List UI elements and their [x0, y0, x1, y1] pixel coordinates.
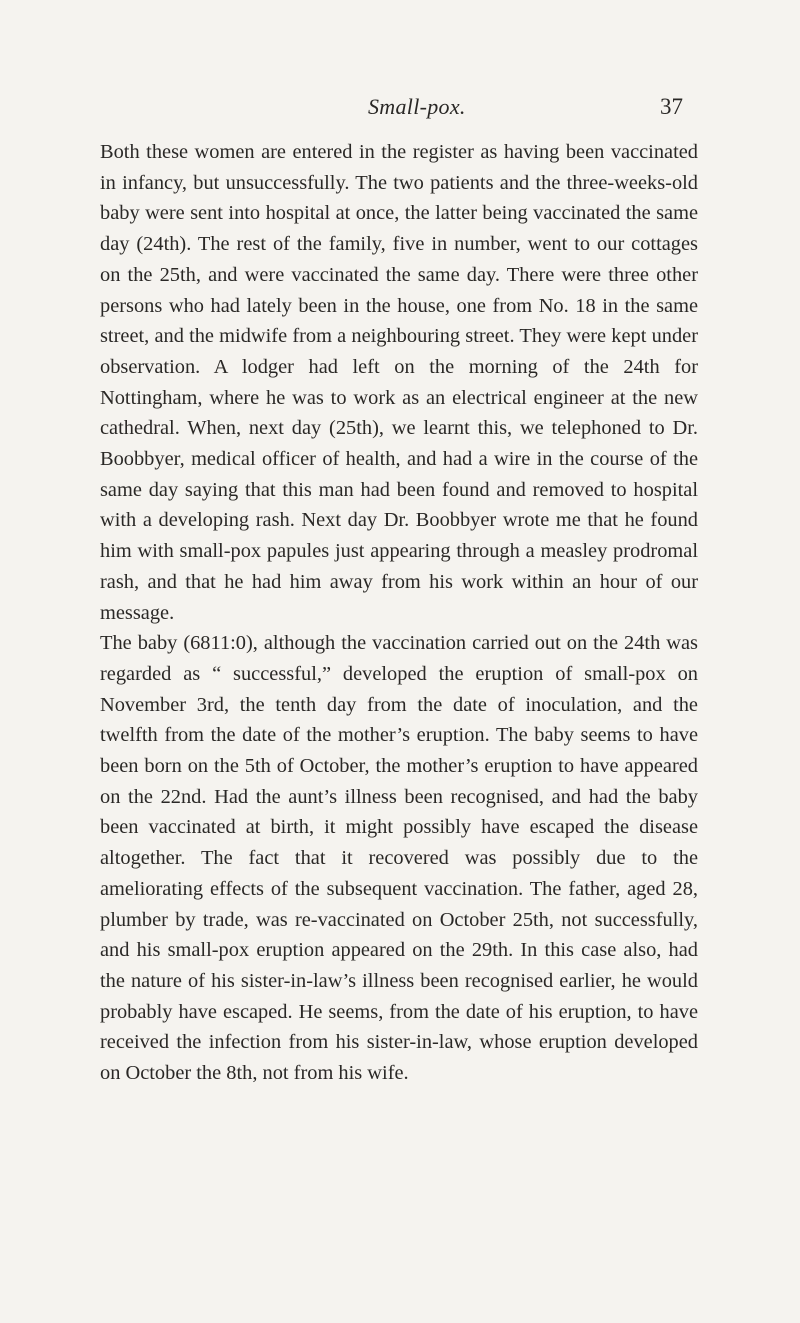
page-number: 37	[660, 94, 683, 119]
page-header	[0, 94, 800, 134]
running-title: Small-pox.	[368, 94, 466, 119]
paragraph: The baby (6811:0), although the vaccination carried out on the 24th was regarded as “ successful,” developed the eruption of small-pox on November 3rd, the tenth day from the date of inoculation, and the twelfth from the date of the mother’s eruption. The baby seems to have been born on the 5th of October, the mother’s eruption to have appeared on the 22nd. Had the aunt’s illness been recognised, and had the baby been vaccinated at birth, it might possibly have escaped the disease altogether. The fact that it recovered was possibly due to the ameliorating effects of the subsequent vaccination. The father, aged 28, plumber by trade, was re-vaccinated on October 25th, not successfully, and his small-pox eruption appeared on the 29th. In this case also, had the nature of his sister-in-law’s illness been recognised earlier, he would probably have escaped. He seems, from the date of his eruption, to have received the infection from his sister-in-law, whose eruption developed on October the 8th, not from his wife.	[100, 632, 698, 1085]
paragraph: Both these women are entered in the register as having been vaccinated in infancy, but unsuccessfully. The two patients and the three-weeks-old baby were sent into hospital at once, the latter being vaccinated the same day (24th). The rest of the family, five in number, went to our cottages on the 25th, and were vaccinated the same day. There were three other persons who had lately been in the house, one from No. 18 in the same street, and the midwife from a neighbouring street. They were kept under observation. A lodger had left on the morning of the 24th for Nottingham, where he was to work as an electrical engineer at the new cathedral. When, next day (25th), we learnt this, we telephoned to Dr. Boobbyer, medical officer of health, and had a wire in the course of the same day saying that this man had been found and removed to hospital with a developing rash. Next day Dr. Boobbyer wrote me that he found him with small-pox papules just appearing through a measley prodromal rash, and that he had him away from his work within an hour of our message.	[100, 141, 698, 624]
body-text	[100, 137, 698, 1089]
